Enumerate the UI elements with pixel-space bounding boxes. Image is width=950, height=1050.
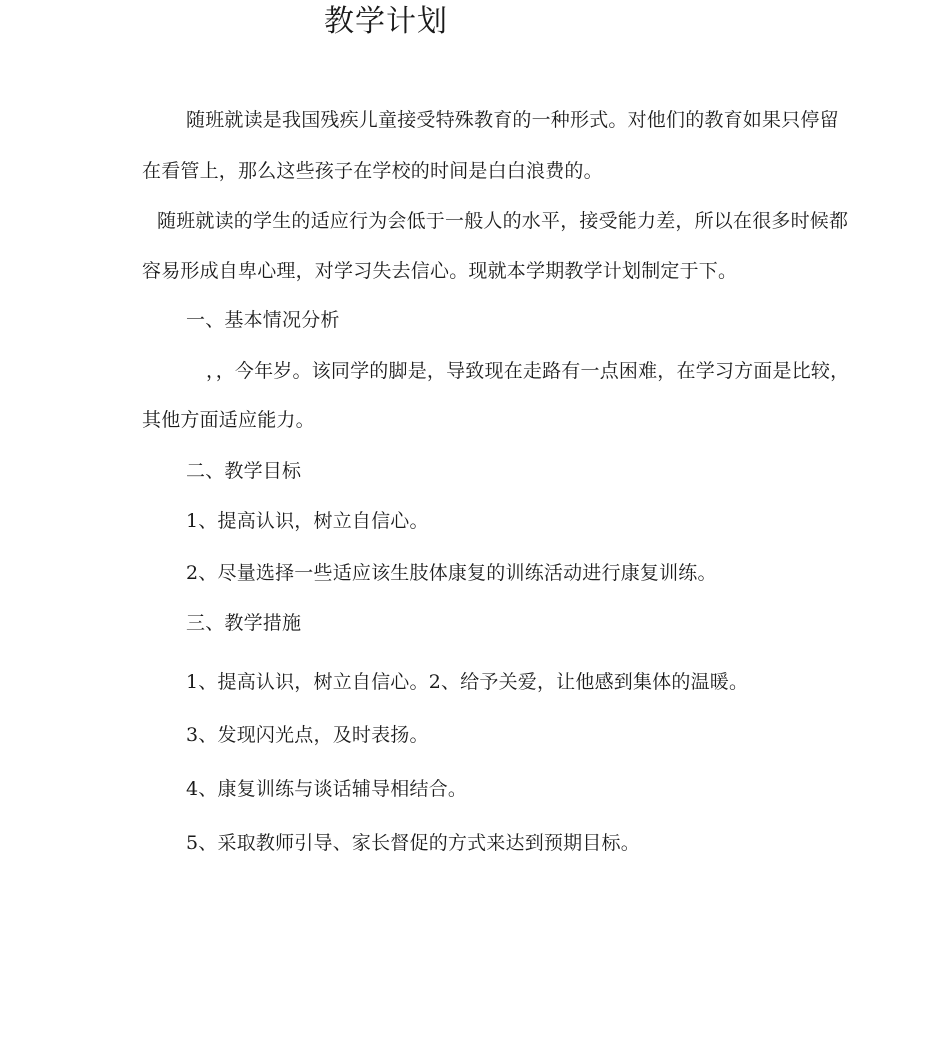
section-1-line-1: ，，今年岁。该同学的脚是，导致现在走路有一点困难，在学习方面是比较， [206, 360, 850, 382]
section-2-item-1: 1、提高认识，树立自信心。 [186, 510, 429, 532]
paragraph-2-line-2: 容易形成自卑心理，对学习失去信心。现就本学期教学计划制定于下。 [142, 260, 738, 282]
section-2-item-2: 2、尽量选择一些适应该生肢体康复的训练活动进行康复训练。 [186, 562, 717, 584]
section-2-heading: 二、教学目标 [186, 460, 302, 482]
section-3-item-1: 1、提高认识，树立自信心。2、给予关爱，让他感到集体的温暖。 [186, 671, 749, 693]
section-3-item-2: 3、发现闪光点，及时表扬。 [186, 724, 429, 746]
paragraph-2-line-1: 随班就读的学生的适应行为会低于一般人的水平，接受能力差，所以在很多时候都 [157, 210, 849, 232]
section-3-item-4: 5、采取教师引导、家长督促的方式来达到预期目标。 [186, 832, 640, 854]
section-1-line-2: 其他方面适应能力。 [142, 409, 315, 431]
paragraph-1-line-1: 随班就读是我国残疾儿童接受特殊教育的一种形式。对他们的教育如果只停留 [186, 109, 839, 131]
section-1-heading: 一、基本情况分析 [186, 309, 340, 331]
section-3-item-3: 4、康复训练与谈话辅导相结合。 [186, 778, 468, 800]
document-title: 教学计划 [324, 4, 448, 39]
paragraph-1-line-2: 在看管上，那么这些孩子在学校的时间是白白浪费的。 [142, 160, 603, 182]
section-3-heading: 三、教学措施 [186, 612, 302, 634]
